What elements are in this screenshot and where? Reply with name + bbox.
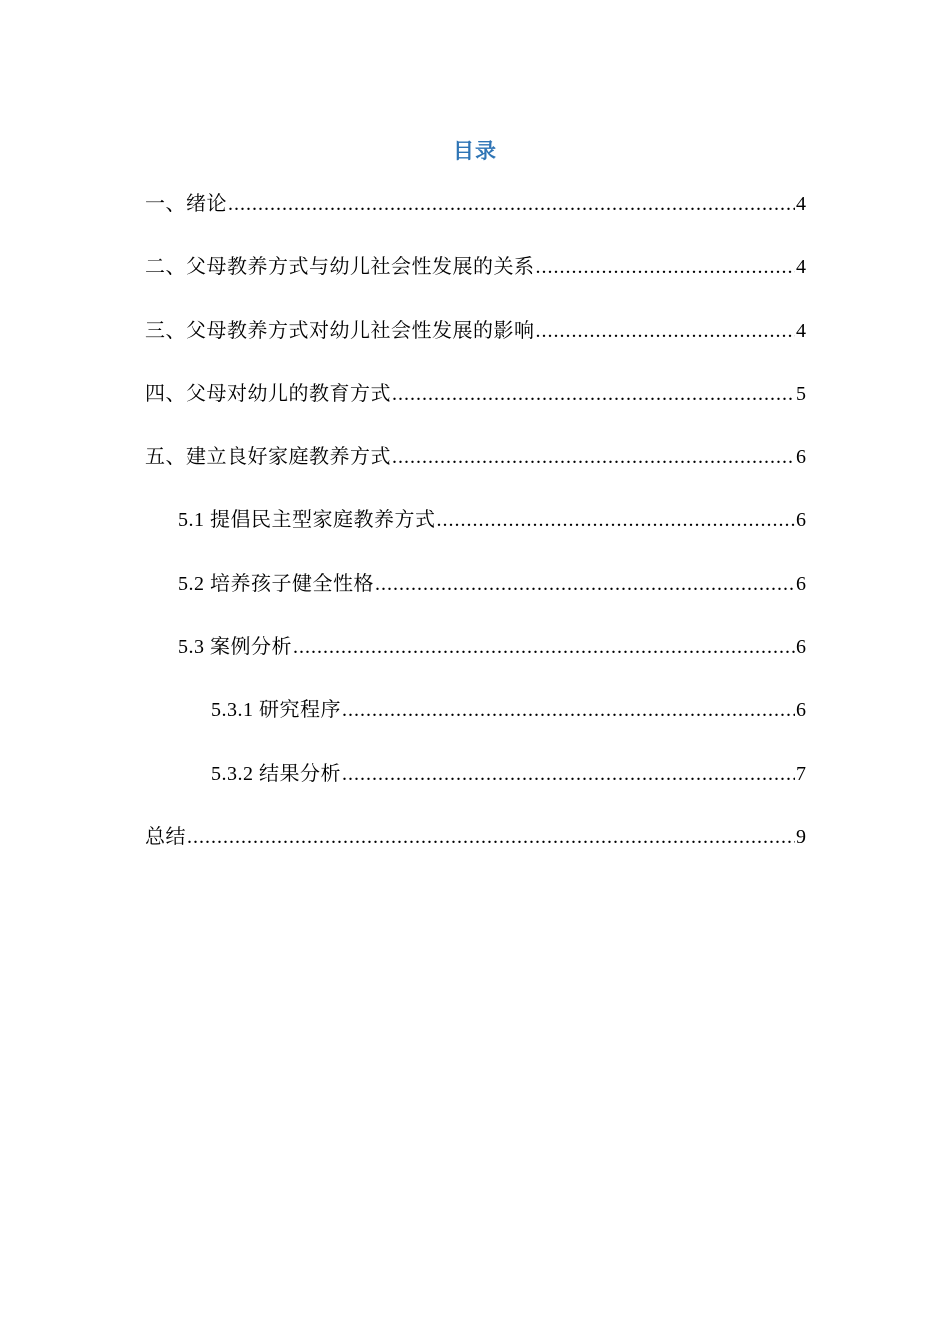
toc-entry-text: 5.1 提倡民主型家庭教养方式: [178, 509, 436, 532]
toc-page-number: 4: [796, 256, 806, 279]
toc-entry[interactable]: [145, 505, 806, 568]
toc-entry[interactable]: [145, 632, 806, 695]
toc-entry-text: 一、绪论: [145, 193, 227, 215]
toc-entry-text: 总结: [145, 825, 186, 848]
toc-entry[interactable]: [145, 316, 806, 379]
toc-dot-leader: [437, 505, 796, 535]
toc-page-number: 5: [796, 382, 806, 405]
toc-dot-leader: [293, 632, 795, 662]
toc-entry[interactable]: [145, 379, 806, 442]
toc-page-number: 6: [796, 699, 806, 722]
toc-entry[interactable]: [145, 442, 806, 505]
toc-entry[interactable]: [145, 822, 806, 885]
toc-entry-text: 5.3.2 结果分析: [211, 762, 341, 785]
toc-dot-leader: [228, 189, 795, 219]
toc-entry[interactable]: [145, 759, 806, 822]
toc-entry-text: 四、父母对幼儿的教育方式: [145, 382, 391, 405]
toc-entry-text: 5.3 案例分析: [178, 636, 292, 659]
toc-page-number: 4: [796, 319, 806, 342]
toc-title: 目录: [453, 139, 497, 163]
toc-entry-text: 5.2 培养孩子健全性格: [178, 572, 374, 595]
toc-page-number: 6: [796, 572, 806, 595]
toc-entry-text: 五、建立良好家庭教养方式: [145, 446, 391, 469]
toc-entry-text: 三、父母教养方式对幼儿社会性发展的影响: [145, 319, 535, 342]
toc-entry-text: 二、父母教养方式与幼儿社会性发展的关系: [145, 256, 535, 279]
toc-entry[interactable]: [145, 189, 806, 252]
toc-page-number: 4: [796, 193, 806, 215]
toc-dot-leader: [392, 442, 795, 472]
toc-dot-leader: [342, 759, 795, 789]
toc-entry[interactable]: [145, 252, 806, 315]
toc-page-number: 6: [796, 636, 806, 659]
toc-list: [145, 189, 806, 885]
toc-dot-leader: [375, 569, 795, 599]
toc-page-number: 9: [796, 825, 806, 848]
toc-entry[interactable]: [145, 695, 806, 758]
toc-dot-leader: [187, 822, 795, 852]
toc-dot-leader: [536, 316, 796, 346]
toc-dot-leader: [342, 695, 795, 725]
toc-page-number: 6: [796, 509, 806, 532]
toc-entry[interactable]: [145, 569, 806, 632]
toc-page-number: 7: [796, 762, 806, 785]
toc-dot-leader: [536, 252, 796, 282]
toc-dot-leader: [392, 379, 795, 409]
toc-entry-text: 5.3.1 研究程序: [211, 699, 341, 722]
toc-page-number: 6: [796, 446, 806, 469]
